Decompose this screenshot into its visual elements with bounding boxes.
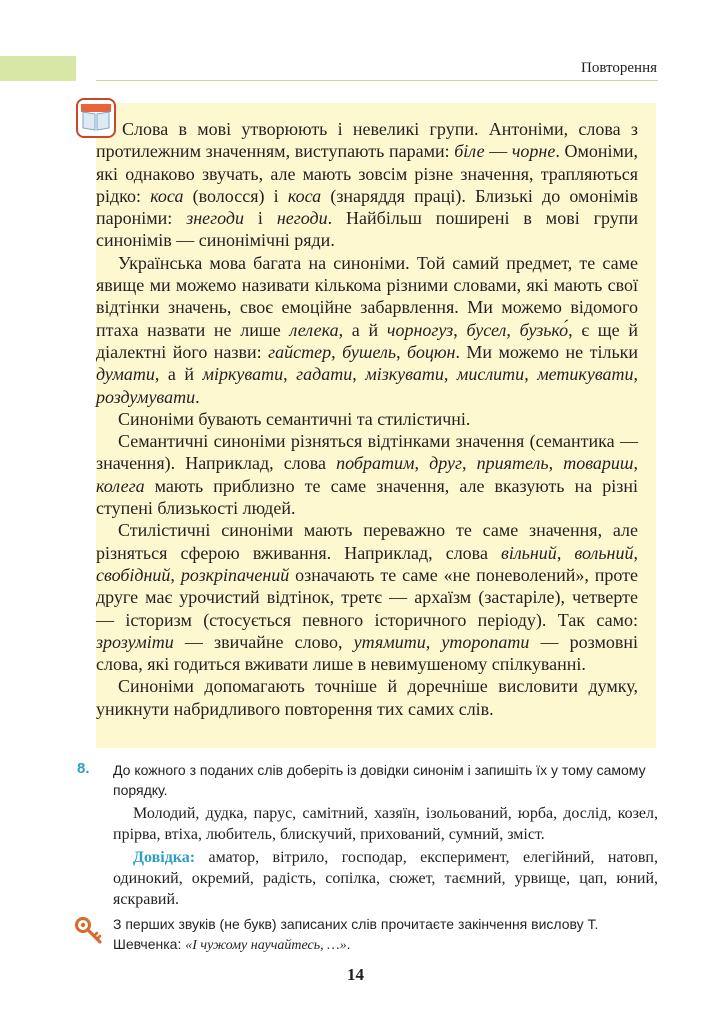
rule-text-run: Стилістичні синоніми мають переважно те саме значення, але різняться сферою вживання. Наприклад, слова bbox=[96, 520, 638, 563]
exercise-number: 8. bbox=[77, 760, 90, 777]
rule-example-word: приятель bbox=[476, 453, 549, 474]
rule-text-run: , bbox=[331, 341, 343, 362]
rule-text-run: , bbox=[548, 453, 564, 474]
rule-example-word: гадати bbox=[296, 364, 353, 385]
rule-example-word: бусел bbox=[466, 319, 507, 340]
rule-text-run: Синоніми допомагають точніше й доречніше висловити думку, уникнути набридливого повторення тих самих слів. bbox=[96, 676, 638, 719]
rule-example-word: розкріпачений bbox=[180, 564, 290, 585]
rule-example-word: вольний bbox=[574, 542, 634, 563]
rule-text-run: , bbox=[453, 319, 467, 340]
rule-paragraph bbox=[96, 118, 638, 252]
rule-text-run: , bbox=[396, 341, 408, 362]
key-task-end: . bbox=[346, 936, 351, 952]
key-task bbox=[113, 914, 658, 956]
rule-example-word: міркувати bbox=[202, 364, 284, 385]
key-task-text: З перших звуків (не букв) записаних слів прочитаєте закінчення вислову Т. Шевченка: bbox=[113, 916, 599, 952]
rule-paragraph bbox=[96, 408, 638, 430]
rule-text-run: , bbox=[425, 631, 442, 652]
rule-text-run: , є ще й діалектні його назви: bbox=[96, 319, 639, 362]
rule-example-word: свобідний bbox=[96, 564, 171, 585]
rule-example-word: роздумувати bbox=[96, 386, 196, 407]
rule-text-run: (знаряддя праці). Близькі до омонімів пароніми: bbox=[96, 185, 638, 229]
rule-paragraph bbox=[96, 252, 638, 408]
rule-example-word: мізкувати bbox=[365, 364, 444, 385]
rule-text-run: , bbox=[633, 364, 639, 385]
rule-example-word: мислити bbox=[456, 364, 525, 385]
rule-text-run: , bbox=[443, 364, 457, 385]
hint-paragraph bbox=[113, 847, 658, 910]
rule-text-run: , а й bbox=[338, 319, 387, 340]
rule-text-run: , bbox=[633, 453, 638, 474]
rule-text-run: мають приблизно те саме значення, але вказують на різні ступені близькості людей. bbox=[96, 475, 638, 519]
rule-text-run: . Омоніми, які однаково звучать, але мають зовсім різне значення, трапляються рідко: bbox=[96, 141, 639, 206]
rule-text-run: , bbox=[524, 364, 538, 385]
page-number: 14 bbox=[347, 965, 364, 984]
key-icon bbox=[74, 915, 104, 945]
rule-text-run: — bbox=[484, 141, 512, 162]
rule-example-word: зрозуміти bbox=[96, 631, 174, 652]
rule-text-run: і bbox=[244, 208, 277, 229]
rule-example-word: бузько́ bbox=[519, 319, 569, 340]
header-tab bbox=[0, 56, 76, 81]
rule-text-run: — розмовні слова, які годиться вживати лише в невимушеному спілкуванні. bbox=[96, 631, 639, 675]
rule-paragraph bbox=[96, 519, 638, 675]
rule-example-word: побратим bbox=[336, 453, 415, 474]
rule-example-word: гайстер bbox=[268, 341, 332, 362]
word-list: Молодий, дудка, парус, самітний, хазяїн, ізольований, юрба, дослід, козел, прірва, втіха, любитель, блискучий, прихований, сумний, зміст. bbox=[113, 805, 658, 843]
rule-text-run: , bbox=[352, 364, 366, 385]
rule-paragraph bbox=[96, 675, 638, 720]
rule-example-word: уторопати bbox=[441, 631, 530, 652]
rule-paragraph bbox=[96, 430, 638, 519]
rule-example-word: знегоди bbox=[186, 208, 245, 229]
rule-example-word: вільний bbox=[501, 542, 557, 563]
rule-example-word: коса bbox=[150, 185, 184, 206]
rule-example-word: товариш bbox=[563, 453, 634, 474]
rule-text-run: , bbox=[170, 564, 181, 585]
rule-text bbox=[96, 118, 638, 720]
rule-text-run: , bbox=[633, 542, 638, 563]
rule-text-run: означають те саме «не поневолений», проте друге має урочистий відтінок, третє — архаїзм (застаріле), четверте — історизм (стосується певного історичного періоду). Так само: bbox=[96, 564, 638, 630]
rule-text-run: Синоніми бувають семантичні та стилістичні. bbox=[118, 408, 471, 429]
rule-example-word: колега bbox=[96, 475, 145, 496]
running-header: Повторення bbox=[580, 60, 657, 76]
rule-example-word: думати bbox=[96, 364, 155, 385]
rule-example-word: лелека bbox=[289, 319, 339, 340]
hint-label: Довідка: bbox=[133, 849, 196, 866]
rule-text-run: . Ми можемо не тільки bbox=[455, 341, 639, 362]
rule-example-word: біле bbox=[454, 141, 485, 162]
exercise-words bbox=[113, 803, 658, 910]
rule-text-run: (волосся) і bbox=[183, 185, 288, 206]
rule-text-run: , bbox=[283, 364, 297, 385]
rule-example-word: боцюн bbox=[407, 341, 456, 362]
rule-text-run: , а й bbox=[154, 364, 203, 385]
rule-example-word: чорне bbox=[511, 141, 556, 162]
exercise-task: До кожного з поданих слів доберіть із довідки синонім і запишіть їх у тому самому порядку. bbox=[113, 762, 646, 798]
rule-text-run: . Найбільш поширені в мові групи синонімів — синонімічні ряди. bbox=[96, 208, 638, 251]
rule-text-run: , bbox=[506, 319, 520, 340]
rule-example-word: бушель bbox=[342, 341, 397, 362]
rule-text-run: — звичайне слово, bbox=[173, 631, 354, 652]
rule-example-word: утямити bbox=[353, 631, 426, 652]
rule-example-word: негоди bbox=[276, 208, 328, 229]
rule-text-run: , bbox=[414, 453, 430, 474]
header-rule bbox=[96, 80, 658, 81]
rule-text-run: Семантичні синоніми різняться відтінками значення (семантика — значення). Наприклад, слова bbox=[96, 431, 638, 474]
rule-text-run: , bbox=[556, 542, 575, 563]
rule-example-word: чорногуз bbox=[386, 319, 454, 340]
rule-example-word: метикувати bbox=[537, 364, 634, 385]
rule-example-word: друг bbox=[429, 453, 462, 474]
key-quote: «І чужому научайтесь, …» bbox=[185, 938, 347, 953]
rule-text-run: , bbox=[461, 453, 477, 474]
rule-text-run: Українська мова багата на синоніми. Той самий предмет, те саме явище ми можемо називати кількома різними словами, які мають свої відтінки значень, своє емоційне забарвлення. Ми можемо відомого птаха назвати не лише bbox=[96, 252, 638, 340]
hint-words: аматор, вітрило, господар, експеримент, елегійний, натовп, одинокий, окремий, радість, сопілка, сюжет, таємний, урвище, цап, юний, яскравий. bbox=[113, 849, 658, 908]
rule-text-run: Слова в мові утворюють і невеликі групи. Антоніми, слова з протилежним значенням, виступають парами: bbox=[96, 119, 638, 162]
rule-text-run: . bbox=[195, 386, 200, 407]
rule-example-word: коса bbox=[287, 185, 322, 206]
